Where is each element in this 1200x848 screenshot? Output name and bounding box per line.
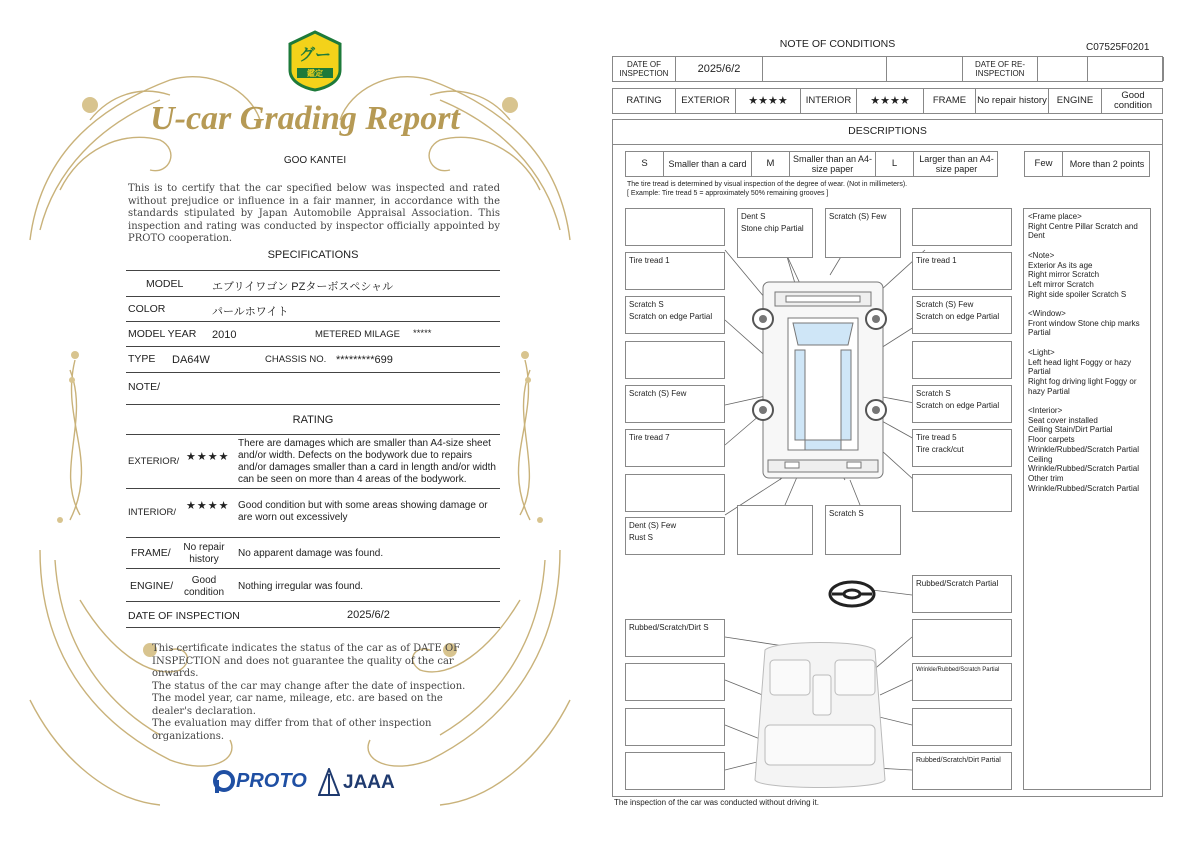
tire-note-line-2: [ Example: Tire tread 5 = approximately 50% remaining grooves ] bbox=[627, 190, 829, 197]
type-label: TYPE bbox=[128, 353, 156, 365]
desc-text: Scratch (S) Few bbox=[916, 300, 974, 309]
desc-text: Scratch S bbox=[916, 389, 951, 398]
desc-box-interior-top bbox=[625, 619, 725, 657]
notes-line: Right side spoiler Scratch S bbox=[1028, 289, 1127, 299]
model-label: MODEL bbox=[146, 278, 184, 290]
desc-text: Scratch (S) Few bbox=[629, 389, 687, 398]
desc-text: Scratch on edge Partial bbox=[916, 401, 1000, 410]
desc-text: Rubbed/Scratch/Dirt S bbox=[629, 623, 709, 632]
desc-box-left-mid-1 bbox=[625, 296, 725, 334]
descriptions-heading: DESCRIPTIONS bbox=[848, 125, 927, 137]
desc-box bbox=[912, 208, 1012, 246]
desc-box bbox=[912, 474, 1012, 512]
desc-box bbox=[912, 708, 1012, 746]
notes-line bbox=[1028, 338, 1146, 348]
frame-description: No apparent damage was found. bbox=[238, 548, 384, 559]
engine-value-cell: Good condition bbox=[1113, 89, 1153, 111]
disclaimer-line-3: The model year, car name, mileage, etc. are based on the dealer's declaration. bbox=[152, 693, 443, 717]
desc-text: Wrinkle/Rubbed/Scratch Partial bbox=[916, 667, 1000, 673]
notes-line: Floor carpets bbox=[1028, 435, 1075, 445]
jaaa-logo-icon bbox=[318, 768, 340, 796]
notes-line: Wrinkle/Rubbed/Scratch Partial bbox=[1028, 483, 1140, 493]
notes-column bbox=[1023, 208, 1151, 790]
notes-line: Ceiling Stain/Dirt Partial bbox=[1028, 425, 1113, 435]
notes-line bbox=[1028, 299, 1146, 309]
notes-line: <Light> bbox=[1028, 347, 1055, 357]
notes-line: <Window> bbox=[1028, 309, 1066, 319]
note-of-conditions-sheet bbox=[600, 0, 1200, 848]
proto-logo-icon bbox=[213, 770, 235, 794]
interior-stars-cell: ★★★★ bbox=[857, 89, 924, 113]
desc-box-bottom-left bbox=[625, 517, 725, 555]
model-value: エブリイワゴン PZターボスペシャル bbox=[212, 281, 394, 293]
legend-s-key: S bbox=[626, 152, 664, 176]
model-year-label: MODEL YEAR bbox=[128, 328, 197, 340]
proto-brand: PROTO bbox=[236, 770, 307, 792]
disclaimer-line-4: The evaluation may differ from that of other inspection organizations. bbox=[152, 718, 432, 742]
jaaa-brand: JAAA bbox=[343, 772, 395, 793]
notes-line: Seat cover installed bbox=[1028, 415, 1098, 425]
chassis-value: *********699 bbox=[336, 354, 393, 366]
interior-stars: ★★★★ bbox=[186, 500, 230, 512]
desc-text: Dent S bbox=[741, 212, 766, 221]
disclaimer-line-1: This certificate indicates the status of the car as of DATE OF INSPECTION and does not guarantee the quality of the car onwards. bbox=[152, 643, 461, 679]
color-label: COLOR bbox=[128, 303, 166, 315]
desc-text: Stone chip Partial bbox=[741, 224, 804, 233]
legend-m-text: Smaller than an A4-size paper bbox=[790, 152, 876, 176]
desc-box bbox=[737, 505, 813, 555]
report-title: U-car Grading Report bbox=[150, 100, 460, 137]
legend-l-text: Larger than an A4-size paper bbox=[919, 153, 994, 174]
legend-few-text: More than 2 points bbox=[1069, 158, 1145, 169]
notes-line: Wrinkle/Rubbed/Scratch Partial bbox=[1028, 444, 1140, 454]
desc-box bbox=[625, 474, 725, 512]
desc-box-left-mid-2 bbox=[625, 385, 725, 423]
interior-label: INTERIOR/ bbox=[128, 507, 177, 518]
notes-line: <Frame place> bbox=[1028, 212, 1082, 221]
desc-text: Rubbed/Scratch/Dirt Partial bbox=[916, 757, 1001, 764]
model-year-value: 2010 bbox=[212, 329, 237, 341]
intro-paragraph: This is to certify that the car specified below was inspected and rated without prejudice or influence in a fair manner, in accordance with the standards stipulated by Japan Automobile Appraisal Association. This inspection and rating was conducted by inspector officially appointed by PROTO cooperation. bbox=[128, 183, 500, 244]
exterior-stars: ★★★★ bbox=[186, 451, 230, 463]
desc-text: Rust S bbox=[629, 533, 654, 542]
notes-line bbox=[1028, 396, 1146, 406]
frame-header: FRAME bbox=[924, 89, 976, 113]
interior-description: Good condition but with some areas showing damage or are worn out excessively bbox=[238, 500, 488, 523]
exterior-header: EXTERIOR bbox=[676, 89, 736, 113]
engine-label: ENGINE/ bbox=[130, 580, 174, 592]
desc-box bbox=[912, 341, 1012, 379]
desc-box-left-tire-front bbox=[625, 252, 725, 290]
notes-line: Exterior As its age bbox=[1028, 260, 1093, 270]
desc-box-right-tire-rear bbox=[912, 429, 1012, 467]
desc-text: Scratch (S) Few bbox=[829, 212, 887, 221]
note-label: NOTE/ bbox=[128, 381, 161, 393]
desc-box-left-tire-rear bbox=[625, 429, 725, 467]
date-of-inspection-cell: 2025/6/2 bbox=[676, 57, 763, 81]
svg-text:グー: グー bbox=[298, 45, 332, 64]
exterior-label: EXTERIOR/ bbox=[128, 456, 180, 467]
metered-milage-value: ***** bbox=[413, 328, 432, 339]
disclaimer-line-2: The status of the car may change after the date of inspection. bbox=[152, 680, 466, 692]
date-of-inspection-label: DATE OF INSPECTION bbox=[128, 610, 240, 622]
desc-box-scratch-few bbox=[825, 208, 901, 258]
date-of-reinspection-header: DATE OF RE-INSPECTION bbox=[963, 57, 1038, 81]
engine-description: Nothing irregular was found. bbox=[238, 581, 364, 592]
specifications-heading: SPECIFICATIONS bbox=[267, 249, 359, 261]
desc-box-right-mid-2 bbox=[912, 385, 1012, 423]
exterior-stars-cell: ★★★★ bbox=[736, 89, 801, 113]
desc-text: Tire crack/cut bbox=[916, 445, 964, 454]
sheet-footer: The inspection of the car was conducted without driving it. bbox=[614, 798, 819, 807]
date-of-inspection-value: 2025/6/2 bbox=[347, 609, 390, 621]
notes-line bbox=[1028, 241, 1146, 251]
notes-line: Right fog driving light Foggy or hazy Partial bbox=[1028, 376, 1137, 396]
desc-box bbox=[625, 708, 725, 746]
metered-milage-label: METERED MILAGE bbox=[315, 329, 400, 340]
rating-heading: RATING bbox=[292, 414, 334, 426]
report-subtitle: GOO KANTEI bbox=[283, 155, 347, 166]
frame-label: FRAME/ bbox=[131, 547, 171, 559]
color-value: パールホワイト bbox=[212, 306, 289, 318]
desc-text: Tire tread 1 bbox=[916, 256, 957, 265]
desc-box-bottom-scratch bbox=[825, 505, 901, 555]
notes-line: Wrinkle/Rubbed/Scratch Partial bbox=[1028, 464, 1140, 474]
desc-box-right-tire-front bbox=[912, 252, 1012, 290]
desc-box bbox=[625, 752, 725, 790]
sheet-title: NOTE OF CONDITIONS bbox=[779, 38, 896, 50]
date-of-inspection-header: DATE OF INSPECTION bbox=[613, 57, 676, 81]
desc-text: Dent (S) Few bbox=[629, 521, 677, 530]
frame-value-cell: No repair history bbox=[976, 89, 1049, 113]
notes-line: Left mirror Scratch bbox=[1028, 279, 1094, 289]
legend-s-text: Smaller than a card bbox=[664, 152, 752, 176]
notes-line: Ceiling bbox=[1028, 454, 1053, 464]
desc-box bbox=[912, 619, 1012, 657]
exterior-description: There are damages which are smaller than A4-size sheet and/or width. Defects on the bodywork due to repairs and/or damages smaller than a card in length and/or width can be seen on more than 4 areas of the bodywork. bbox=[238, 438, 496, 485]
desc-text: Scratch S bbox=[829, 509, 864, 518]
desc-text: Tire tread 7 bbox=[629, 433, 670, 442]
legend-l-key: L bbox=[876, 152, 914, 176]
rating-header: RATING bbox=[613, 89, 676, 113]
desc-box-right-mid-1 bbox=[912, 296, 1012, 334]
desc-box-interior-bottom bbox=[912, 752, 1012, 790]
svg-text:鑑定: 鑑定 bbox=[307, 69, 323, 78]
notes-line: Right mirror Scratch bbox=[1028, 270, 1100, 280]
desc-box bbox=[625, 663, 725, 701]
frame-value: No repair history bbox=[183, 542, 225, 565]
desc-text: Scratch S bbox=[629, 300, 664, 309]
disclaimer bbox=[152, 643, 482, 743]
notes-line: Left head light Foggy or hazy Partial bbox=[1028, 357, 1132, 377]
legend-m-key: M bbox=[752, 152, 790, 176]
notes-line: <Note> bbox=[1028, 250, 1055, 260]
desc-text: Rubbed/Scratch Partial bbox=[916, 579, 999, 588]
tire-note-line-1: The tire tread is determined by visual inspection of the degree of wear. (Not in millimeters). bbox=[627, 181, 908, 188]
desc-box-dent bbox=[737, 208, 813, 258]
desc-text: Tire tread 5 bbox=[916, 433, 957, 442]
desc-text: Tire tread 1 bbox=[629, 256, 670, 265]
desc-text: Scratch on edge Partial bbox=[916, 312, 1000, 321]
desc-box-steering bbox=[912, 575, 1012, 613]
interior-header: INTERIOR bbox=[801, 89, 857, 113]
desc-text: Scratch on edge Partial bbox=[629, 312, 713, 321]
legend-few-key: Few bbox=[1025, 152, 1063, 176]
engine-header: ENGINE bbox=[1049, 89, 1102, 113]
desc-box bbox=[625, 208, 725, 246]
notes-line: Other trim bbox=[1028, 473, 1064, 483]
sheet-code: C07525F0201 bbox=[1086, 42, 1150, 53]
notes-line: <Interior> bbox=[1028, 406, 1063, 416]
notes-line: Right Centre Pillar Scratch and Dent bbox=[1028, 221, 1138, 241]
goo-kantei-logo bbox=[288, 30, 342, 92]
engine-value: Good condition bbox=[183, 575, 225, 598]
type-value: DA64W bbox=[172, 354, 210, 366]
desc-box bbox=[625, 341, 725, 379]
chassis-label: CHASSIS NO. bbox=[265, 354, 327, 365]
notes-line: Front window Stone chip marks Partial bbox=[1028, 318, 1140, 338]
desc-box-interior-mid bbox=[912, 663, 1012, 701]
